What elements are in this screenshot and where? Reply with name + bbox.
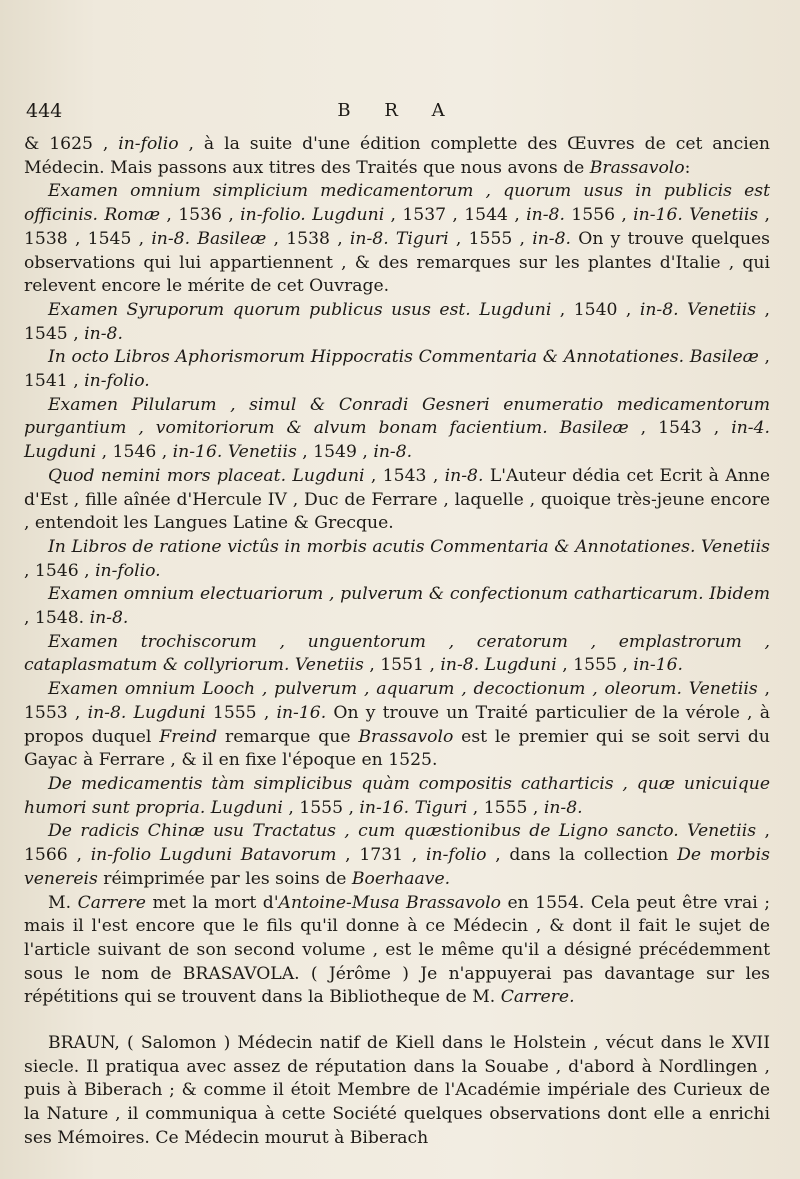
italic-text: in-8.: [89, 608, 129, 629]
italic-text: in-folio.: [95, 560, 161, 581]
text-run: , 1538 ,: [266, 228, 350, 249]
text-run: , 1555 ,: [467, 797, 544, 818]
text-run: BRAUN, ( Salomon ) Médecin natif de Kiell dans le Holstein , vécut dans le XVII siecle. Il pratiqua avec assez de réputation dans la Souabe , d'abord à Nordlingen , puis à Biberach ; & comme il étoit Membre de l'Académie impériale des Curieux de la Nature , il communiqua à cette Société quelques observations dont elle a enrichi ses Mémoires. Ce Médecin mourut à Biberach: [24, 1033, 770, 1148]
text-run: , 1551 ,: [363, 655, 441, 676]
italic-text: in-8. Tiguri: [349, 228, 449, 249]
text-run: est le premier qui se soit servi du Gayac à Ferrare , & il en fixe l'époque en 1525.: [24, 726, 770, 771]
italic-text: in-8. Basileæ: [151, 228, 267, 249]
bibliography-entry: [24, 180, 770, 299]
text-run: , 1545 ,: [24, 299, 770, 344]
article-braun: [24, 1032, 770, 1151]
italic-text: Brassavolo: [589, 157, 685, 178]
italic-text: in-8.: [526, 205, 565, 226]
italic-text: in-16. Venetiis: [172, 442, 297, 463]
text-run: , 1553 ,: [24, 679, 770, 723]
text-run: On y trouve quelques observations qui lui appartiennent , & des remarques sur les plantes d'Italie , qui relevent encore le mérite de cet Ouvrage.: [24, 228, 771, 297]
italic-text: in-8.: [84, 323, 123, 344]
italic-text: in-folio. Lugduni: [240, 205, 385, 226]
text-run: en 1554. Cela peut être vrai ; mais il l'est encore que le fils qu'il donne à ce Médecin , & dont il fait le sujet de l'article suivant de son second volume , est le même qu'il a désigné précédemment sous le nom de BRASAVOLA. ( Jérôme ) Je n'appuyerai pas davantage sur les répétitions qui se trouvent dans la Bibliotheque de M.: [24, 892, 770, 1008]
bibliography-entry: [24, 892, 770, 1011]
italic-text: in-16. Tiguri: [359, 797, 468, 818]
text-run: L'Auteur dédia cet Ecrit à Anne d'Est , fille aînée d'Hercule IV , Duc de Ferrare , laquelle , quoique très-jeune encore , entendoit les Langues Latine & Grecque.: [24, 465, 771, 534]
text-run: remarque que: [217, 726, 359, 747]
bibliography-entry: [24, 346, 770, 393]
italic-text: Freind: [159, 726, 218, 747]
italic-text: Examen omnium electuariorum , pulverum & confectionum catharticarum. Ibidem: [48, 584, 770, 605]
italic-text: in-8.: [444, 465, 484, 486]
text-run: , 1540 ,: [551, 299, 640, 320]
text-run: , 1546 ,: [24, 560, 96, 581]
article-continuation: [24, 133, 770, 180]
page-header: [26, 100, 770, 130]
italic-text: in-8.: [532, 228, 572, 249]
bibliography-entry: [24, 394, 770, 465]
text-run: , 1546 ,: [96, 442, 173, 463]
italic-text: Brassavolo: [358, 726, 454, 747]
italic-text: Boerhaave.: [351, 868, 451, 889]
italic-text: in-8.: [373, 442, 413, 463]
text-run: , 1566 ,: [24, 821, 770, 866]
text-run: , 1536 ,: [160, 205, 241, 226]
text-run: 1556 ,: [564, 205, 634, 226]
italic-text: De radicis Chinæ usu Tractatus , cum quæstionibus de Ligno sancto. Venetiis: [48, 821, 757, 842]
text-run: :: [684, 157, 691, 178]
italic-text: Examen Pilularum , simul & Conradi Gesneri enumeratio medicamentorum purgantium , vomitoriorum & alvum bonam facientium. Basileæ: [24, 394, 770, 439]
running-title: B R A: [337, 100, 459, 121]
text-run: , 1541 ,: [24, 347, 770, 392]
italic-text: Carrere: [77, 892, 146, 913]
bibliography-entry: [24, 536, 770, 583]
text-run: réimprimée par les soins de: [97, 868, 352, 889]
text-run: , 1543 ,: [364, 465, 445, 486]
text-run: , à la suite d'une édition complette des Œuvres de cet ancien Médecin. Mais passons aux titres des Traités que nous avons de: [24, 134, 770, 178]
italic-text: Antoine-Musa Brassavolo: [278, 892, 501, 913]
text-run: M.: [48, 892, 78, 913]
text-run: & 1625 ,: [24, 134, 119, 154]
text-run: 1555 ,: [205, 702, 277, 723]
text-run: , 1555 ,: [448, 228, 533, 249]
bibliography-entry: [24, 299, 770, 346]
text-run: , dans la collection: [486, 845, 678, 866]
text-run: , 1731 ,: [336, 845, 427, 866]
bibliography-entry: [24, 773, 770, 820]
bibliography-entry: [24, 678, 770, 773]
italic-text: Quod nemini mors placeat. Lugduni: [48, 465, 365, 486]
italic-text: in-folio.: [84, 371, 150, 392]
italic-text: in-folio Lugduni Batavorum: [90, 845, 337, 866]
italic-text: De morbis venereis: [24, 845, 770, 889]
text-run: , 1538 , 1545 ,: [24, 205, 770, 249]
text-run: met la mort d': [145, 892, 279, 913]
text-run: On y trouve un Traité particulier de la vérole , à propos duquel: [24, 702, 770, 747]
italic-text: in-8. Venetiis: [639, 299, 757, 320]
text-run: , 1555 ,: [282, 797, 360, 818]
italic-text: in-8. Lugduni: [440, 655, 557, 676]
text-run: , 1543 ,: [628, 418, 732, 439]
text-run: , 1555 ,: [556, 655, 634, 676]
italic-text: in-16.: [276, 702, 327, 723]
italic-text: Examen Syruporum quorum publicus usus est. Lugduni: [48, 299, 552, 320]
italic-text: In octo Libros Aphorismorum Hippocratis Commentaria & Annotationes. Basileæ: [48, 347, 759, 368]
italic-text: in-folio: [426, 845, 487, 866]
italic-text: in-16. Venetiis: [633, 205, 759, 226]
bibliography-entry: [24, 820, 770, 891]
italic-text: Examen omnium Looch , pulverum , aquarum , decoctionum , oleorum. Venetiis: [48, 679, 758, 700]
italic-text: Examen omnium simplicium medicamentorum , quorum usus in publicis est officinis. Romæ: [24, 181, 770, 226]
bibliography-entry: [24, 465, 770, 536]
page-number: 444: [26, 100, 63, 122]
text-run: , 1548.: [24, 608, 90, 629]
italic-text: in-8. Lugduni: [87, 702, 206, 723]
italic-text: in-16.: [633, 655, 684, 676]
body-text: [24, 133, 770, 1151]
italic-text: Examen trochiscorum , unguentorum , ceratorum , emplastrorum , cataplasmatum & collyriorum. Venetiis: [24, 631, 770, 676]
italic-text: De medicamentis tàm simplicibus quàm compositis catharticis , quæ unicuique humori sunt propria. Lugduni: [24, 773, 770, 818]
italic-text: Carrere.: [500, 987, 575, 1008]
italic-text: in-folio: [118, 134, 179, 154]
text-run: , 1549 ,: [296, 442, 374, 463]
bibliography-entry: [24, 631, 770, 678]
bibliography-entry: [24, 583, 770, 630]
text-run: , 1537 , 1544 ,: [384, 205, 527, 226]
italic-text: In Libros de ratione victûs in morbis acutis Commentaria & Annotationes. Venetiis: [48, 536, 770, 557]
italic-text: in-4. Lugduni: [24, 418, 770, 463]
italic-text: in-8.: [543, 797, 583, 818]
